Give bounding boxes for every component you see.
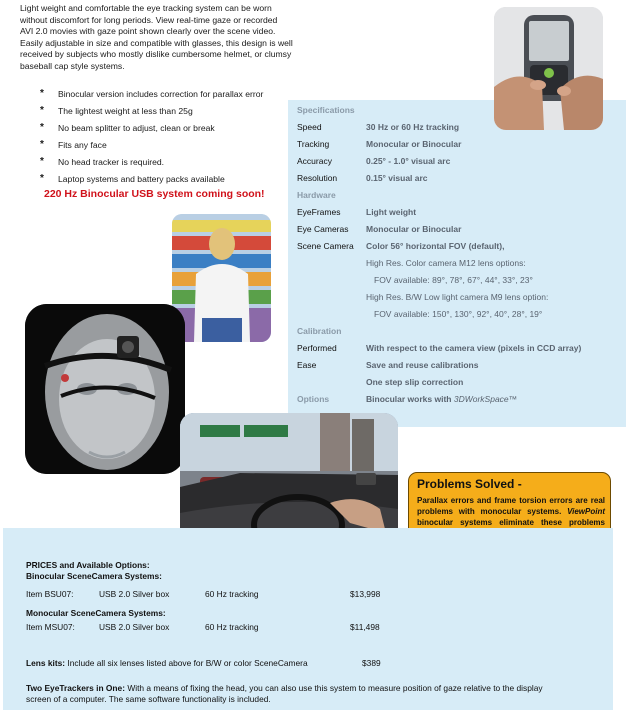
lens-kits-price: $389 [362,658,381,668]
item-price: $13,998 [350,589,381,599]
spec-label: Options [297,394,330,404]
list-item-text: The lightest weight at less than 25g [58,106,193,116]
list-item [40,122,290,139]
two-in-one-desc: With a means of fixing the head, you can also use this system to measure position of gaze relative to the display [125,683,543,693]
feature-list [40,88,290,190]
spec-value: 0.25° - 1.0° visual arc [366,156,451,166]
spec-label: Performed [297,343,337,353]
list-item [40,88,290,105]
options-text: Binocular works with [366,394,454,404]
spec-label: Resolution [297,173,338,183]
spec-subtext: High Res. B/W Low light camera M9 lens option: [366,292,549,302]
prices-panel [3,528,613,710]
spec-value: Save and reuse calibrations [366,360,479,370]
spec-value [366,393,517,406]
intro-line: received by subjects who mostly dislike cumbersome helmet, or clumsy [20,49,292,60]
intro-line: baseball cap style systems. [20,60,125,71]
two-in-one-label: Two EyeTrackers in One: [26,683,125,693]
spec-label: Scene Camera [297,241,354,251]
two-in-one-text [26,683,543,693]
list-item-text: No head tracker is required. [58,157,165,167]
lens-kits-text [26,658,308,668]
item-rate: 60 Hz tracking [205,589,259,599]
shopper-photo [172,214,271,342]
intro-line: Easily adjustable in size and compatible with glasses, this design is well [20,37,293,48]
problems-product: ViewPoint [567,506,605,516]
problems-text-part: binocular systems eliminate these problems [417,517,605,527]
spec-value: Monocular or Binocular [366,224,462,234]
spec-subtext: High Res. Color camera M12 lens options: [366,258,526,268]
binocular-heading: Binocular SceneCamera Systems: [26,571,162,581]
spec-subtext: FOV available: 150°, 130°, 92°, 40°, 28°, 19° [374,309,543,319]
section-heading-calibration: Calibration [297,326,342,336]
item-rate: 60 Hz tracking [205,622,259,632]
intro-paragraph [20,3,325,73]
spec-subtext: FOV available: 89°, 78°, 67°, 44°, 33°, 23° [374,275,533,285]
phone-photo [494,7,603,130]
bullet-star-icon: * [40,105,44,116]
problems-text-part: Parallax errors and frame torsion errors are real problems with monocular systems. [417,496,605,516]
list-item-text: Binocular version includes correction for parallax error [58,89,264,99]
spec-value: One step slip correction [366,377,464,387]
intro-line: without discomfort for long periods. View real-time gaze or recorded [20,14,278,25]
spec-value: 0.15° visual arc [366,173,428,183]
problems-title: Problems Solved - [417,477,522,491]
list-item-text: Fits any face [58,140,107,150]
phone-photo-illustration [494,7,603,130]
list-item [40,105,290,122]
spec-value: Monocular or Binocular [366,139,462,149]
monocular-heading: Monocular SceneCamera Systems: [26,608,166,618]
list-item-text: Laptop systems and battery packs available [58,174,225,184]
spec-label: EyeFrames [297,207,341,217]
eyetracker-headset-illustration [25,304,185,474]
bullet-star-icon: * [40,122,44,133]
lens-kits-label: Lens kits: [26,658,66,668]
bullet-star-icon: * [40,173,44,184]
item-code: Item BSU07: [26,589,74,599]
lens-kits-desc: Include all six lenses listed above for B/W or color SceneCamera [65,658,308,668]
promo-headline: 220 Hz Binocular USB system coming soon! [44,188,265,200]
intro-line: AVI 2.0 movies with gaze point shown clearly over the scene video. [20,26,276,37]
spec-label: Eye Cameras [297,224,349,234]
spec-label: Speed [297,122,322,132]
spec-value: With respect to the camera view (pixels in CCD array) [366,343,582,353]
list-item [40,156,290,173]
item-box: USB 2.0 Silver box [99,622,170,632]
eyetracker-headset-photo [25,304,185,474]
spec-value: Light weight [366,207,417,217]
item-box: USB 2.0 Silver box [99,589,170,599]
item-price: $11,498 [350,622,380,632]
spec-value: 30 Hz or 60 Hz tracking [366,122,460,132]
spec-label: Ease [297,360,317,370]
intro-line: Light weight and comfortable the eye tracking system can be worn [20,3,272,13]
spec-label: Tracking [297,139,330,149]
two-in-one-text-line2: screen of a computer. The same software functionality is included. [26,694,271,704]
section-heading-specifications: Specifications [297,105,355,115]
list-item-text: No beam splitter to adjust, clean or break [58,123,215,133]
bullet-star-icon: * [40,88,44,99]
spec-value: Color 56° horizontal FOV (default), [366,241,505,251]
spec-label: Accuracy [297,156,332,166]
shopper-photo-illustration [172,214,271,342]
item-code: Item MSU07: [26,622,75,632]
list-item [40,139,290,156]
bullet-star-icon: * [40,156,44,167]
options-product: 3DWorkSpace™ [453,394,518,404]
bullet-star-icon: * [40,139,44,150]
section-heading-hardware: Hardware [297,190,336,200]
prices-heading: PRICES and Available Options: [26,560,150,570]
